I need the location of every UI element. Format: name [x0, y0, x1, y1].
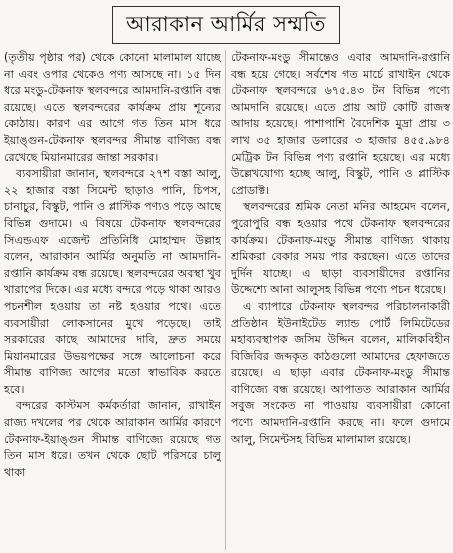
right-paragraph-2: স্থলবন্দরের শ্রমিক নেতা মনির আহমেদ বলেন, পুরোপুরি বন্ধ হওয়ার পথে টেকনাফ স্থলবন্দরের কার্যক্রম। টেকনাফ-মংডু সীমান্ত বাণিজ্য থাকায় শ্রমিকরা বেকার সময় পার করছেন। এতে তাদের দুর্দিন যাচ্ছে। এ ছাড়া ব্যবসায়ীদের রপ্তানির উদ্দেশ্যে আনা আলুসহ বিভিন্ন পণ্যে পচন ধরেছে। — [231, 200, 450, 297]
headline: আরাকান আর্মির সম্মতি — [126, 11, 326, 36]
headline-box — [112, 6, 340, 44]
left-paragraph-2: ব্যবসায়ীরা জানান, স্থলবন্দরে ২৭শ বস্তা আলু, ২২ হাজার বস্তা সিমেন্ট ছাড়াও পানি, চিপস, চানাচুর, বিস্কুট, পানি ও প্লাস্টিক পণ্যও পড়ে আছে বিভিন্ন গুদামে। এ বিষয়ে টেকনাফ স্থলবন্দরের সিএন্ডএফ এজেন্ট প্রতিনিধি মোহাম্মদ উল্লাহ বলেন, আরাকান আর্মির অনুমতি না আমদানি-রপ্তানি কার্যক্রম বন্ধ রয়েছে। স্থলবন্দরের অবস্থা খুব খারাপের দিকে। এর মধ্যে বন্দরে পড়ে থাকা আরও পচনশীল হওয়ায় তা নষ্ট হওয়ার পথে। এতে ব্যবসায়ীরা লোকসানের মুখে পড়েছে। তাই সরকারের কাছে আমাদের দাবি, দ্রুত সময়ে মিয়ানমারের উভয়পক্ষের সঙ্গে আলোচনা করে সীমান্ত বাণিজ্য আগের মতো স্বাভাবিক করতে হবে। — [4, 167, 221, 396]
column-divider — [225, 50, 226, 550]
left-column — [4, 50, 221, 553]
left-paragraph-3: বন্দরের কাস্টমস কর্মকর্তারা জানান, রাখাইন রাজ্য দখলের পর থেকে আরাকান আর্মির কারণে টেকনাফ-ইয়াঙ্গুন সীমান্ত বাণিজ্যে রয়েছে গত তিন মাস ধরে। তখন থেকে ছোট পরিসরে চালু থাকা — [4, 399, 221, 479]
right-column — [231, 50, 450, 553]
right-paragraph-1: টেকনাফ-মংডু সীমান্তেও এবার আমদানি-রপ্তানি বন্ধ হয়ে গেছে। সর্বশেষ গত মার্চে রাখাইন থেকে টেকনাফ স্থলবন্দরে ৬৭৫.৪৩ টন বিভিন্ন পণ্যে আমদানি রয়েছে। এতে প্রায় আট কোটি রাজস্ব আদায় হয়েছে। পাশাপাশি বৈদেশিক মুদ্রা প্রায় ৩ লাখ ৩৫ হাজার ডলারের ৩ হাজার ৪৫৫.৯৮৪ মেট্রিক টন বিভিন্ন পণ্য রপ্তানি হয়েছে। এর মধ্যে উল্লেখযোগ্য হচ্ছে আলু, বিস্কুট, পানি ও প্লাস্টিক প্রোডাক্ট। — [231, 51, 450, 197]
left-paragraph-1-text: থেকে কোনো মালামাল যাচ্ছে না এবং ওপার থেকেও পণ্য আসছে না। ১৫ দিন ধরে মংডু-টেকনাফ স্থলবন্দরে আমদানি-রপ্তানি বন্ধ রয়েছে। এতে স্থলবন্দরের কার্যক্রম প্রায় শূন্যের কোঠায়। কারণ এর আগে গত তিন মাস ধরে ইয়াঙ্গুন-টেকনাফ স্থলবন্দর সীমান্ত বাণিজ্য বন্ধ রেখেছে মিয়ানমারের জান্তা সরকার। — [4, 51, 221, 164]
right-paragraph-3: এ ব্যাপারে টেকনাফ স্থলবন্দর পরিচালনাকারী প্রতিষ্ঠান ইউনাইটেড ল্যান্ড পোর্ট লিমিটেডের মহাব্যবস্থাপক জসিম উদ্দিন বলেন, মালিকবিহীন বিজিবির জব্দকৃত কাঠগুলো আমাদের হেফাজতে রয়েছে। এ ছাড়া এবার টেকনাফ-মংডু সীমান্ত বাণিজ্যে বন্ধ রয়েছে। আপাতত আরাকান আর্মির সবুজ সংকেত না পাওয়ায় ব্যবসায়ীরা কোনো পণ্যে আমদানি-রপ্তানি করছে না। ফলে গুদামে আলু, সিমেন্টসহ বিভিন্ন মালামাল রয়েছে। — [231, 299, 450, 446]
continued-from-tag: (তৃতীয় পৃষ্ঠার পর) — [4, 51, 86, 64]
left-paragraph-1 — [4, 50, 221, 166]
